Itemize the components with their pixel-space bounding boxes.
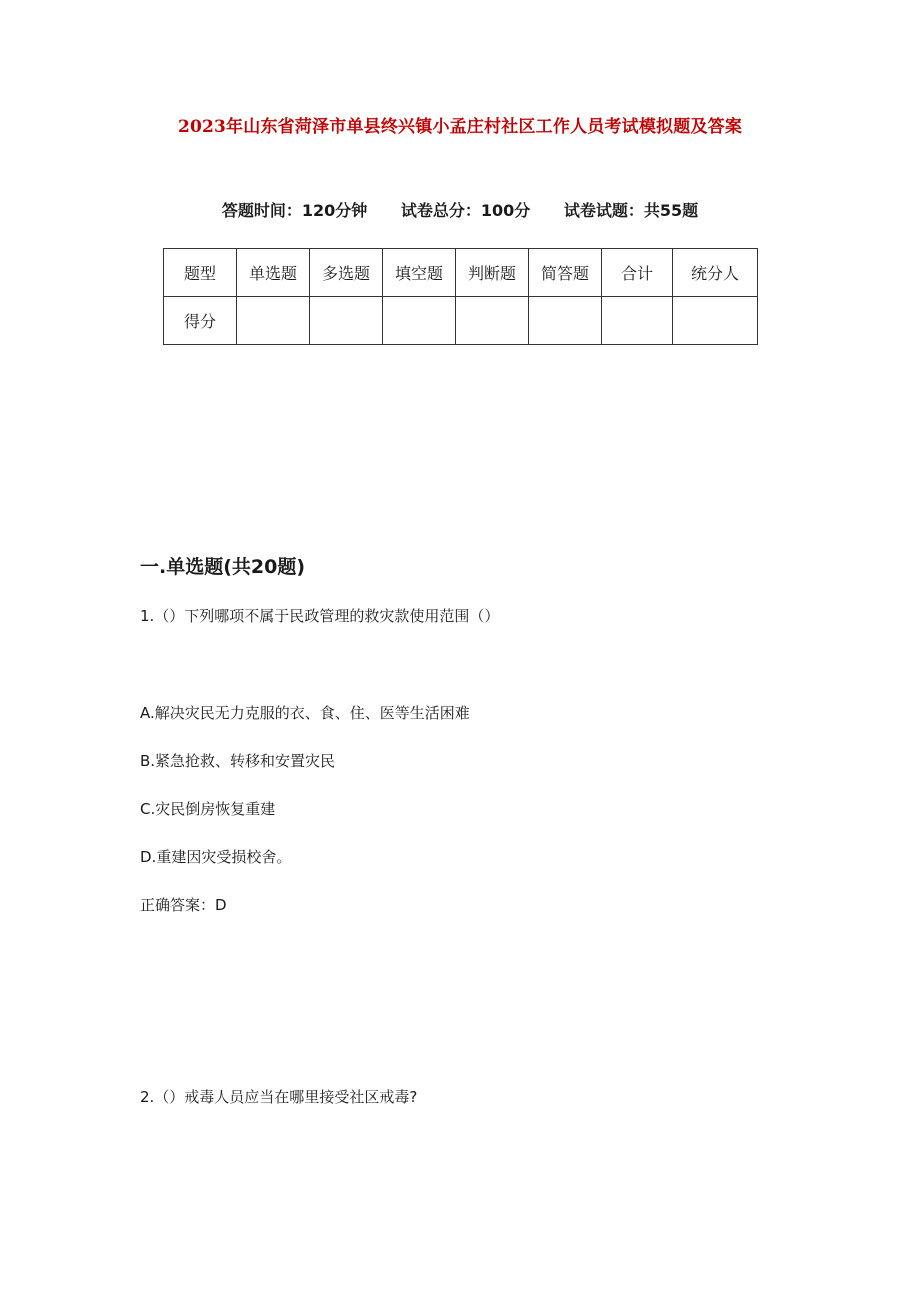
question-2-stem: 2.（）戒毒人员应当在哪里接受社区戒毒? [140, 1088, 418, 1106]
exam-info [0, 198, 920, 221]
score-cell-total [602, 297, 673, 345]
score-table-score-row [164, 297, 758, 345]
header-cell-scorer: 统分人 [673, 249, 758, 297]
exam-total-score: 试卷总分：100分 [400, 201, 531, 220]
header-cell-single: 单选题 [237, 249, 310, 297]
question-1-option-c: C.灾民倒房恢复重建 [140, 800, 276, 818]
header-cell-multi: 多选题 [310, 249, 383, 297]
header-cell-short: 简答题 [529, 249, 602, 297]
score-cell-single [237, 297, 310, 345]
score-cell-judge [456, 297, 529, 345]
question-1-option-a: A.解决灾民无力克服的衣、食、住、医等生活困难 [140, 704, 470, 722]
exam-time: 答题时间：120分钟 [221, 201, 368, 220]
question-1-answer: 正确答案：D [140, 896, 227, 914]
document-title: 2023年山东省菏泽市单县终兴镇小孟庄村社区工作人员考试模拟题及答案 [177, 117, 743, 137]
score-table [163, 248, 758, 345]
header-cell-type: 题型 [164, 249, 237, 297]
header-cell-fill: 填空题 [383, 249, 456, 297]
header-cell-total: 合计 [602, 249, 673, 297]
score-cell-scorer [673, 297, 758, 345]
score-table-header-row [164, 249, 758, 297]
score-cell-short [529, 297, 602, 345]
score-cell-fill [383, 297, 456, 345]
header-cell-judge: 判断题 [456, 249, 529, 297]
question-1-option-b: B.紧急抢救、转移和安置灾民 [140, 752, 336, 770]
question-1-option-d: D.重建因灾受损校舍。 [140, 848, 292, 866]
score-cell-multi [310, 297, 383, 345]
question-1-stem: 1.（）下列哪项不属于民政管理的救灾款使用范围（） [140, 607, 500, 625]
exam-question-count: 试卷试题：共55题 [563, 201, 699, 220]
score-row-label: 得分 [164, 297, 237, 345]
section-heading-single-choice: 一.单选题(共20题) [140, 556, 306, 578]
